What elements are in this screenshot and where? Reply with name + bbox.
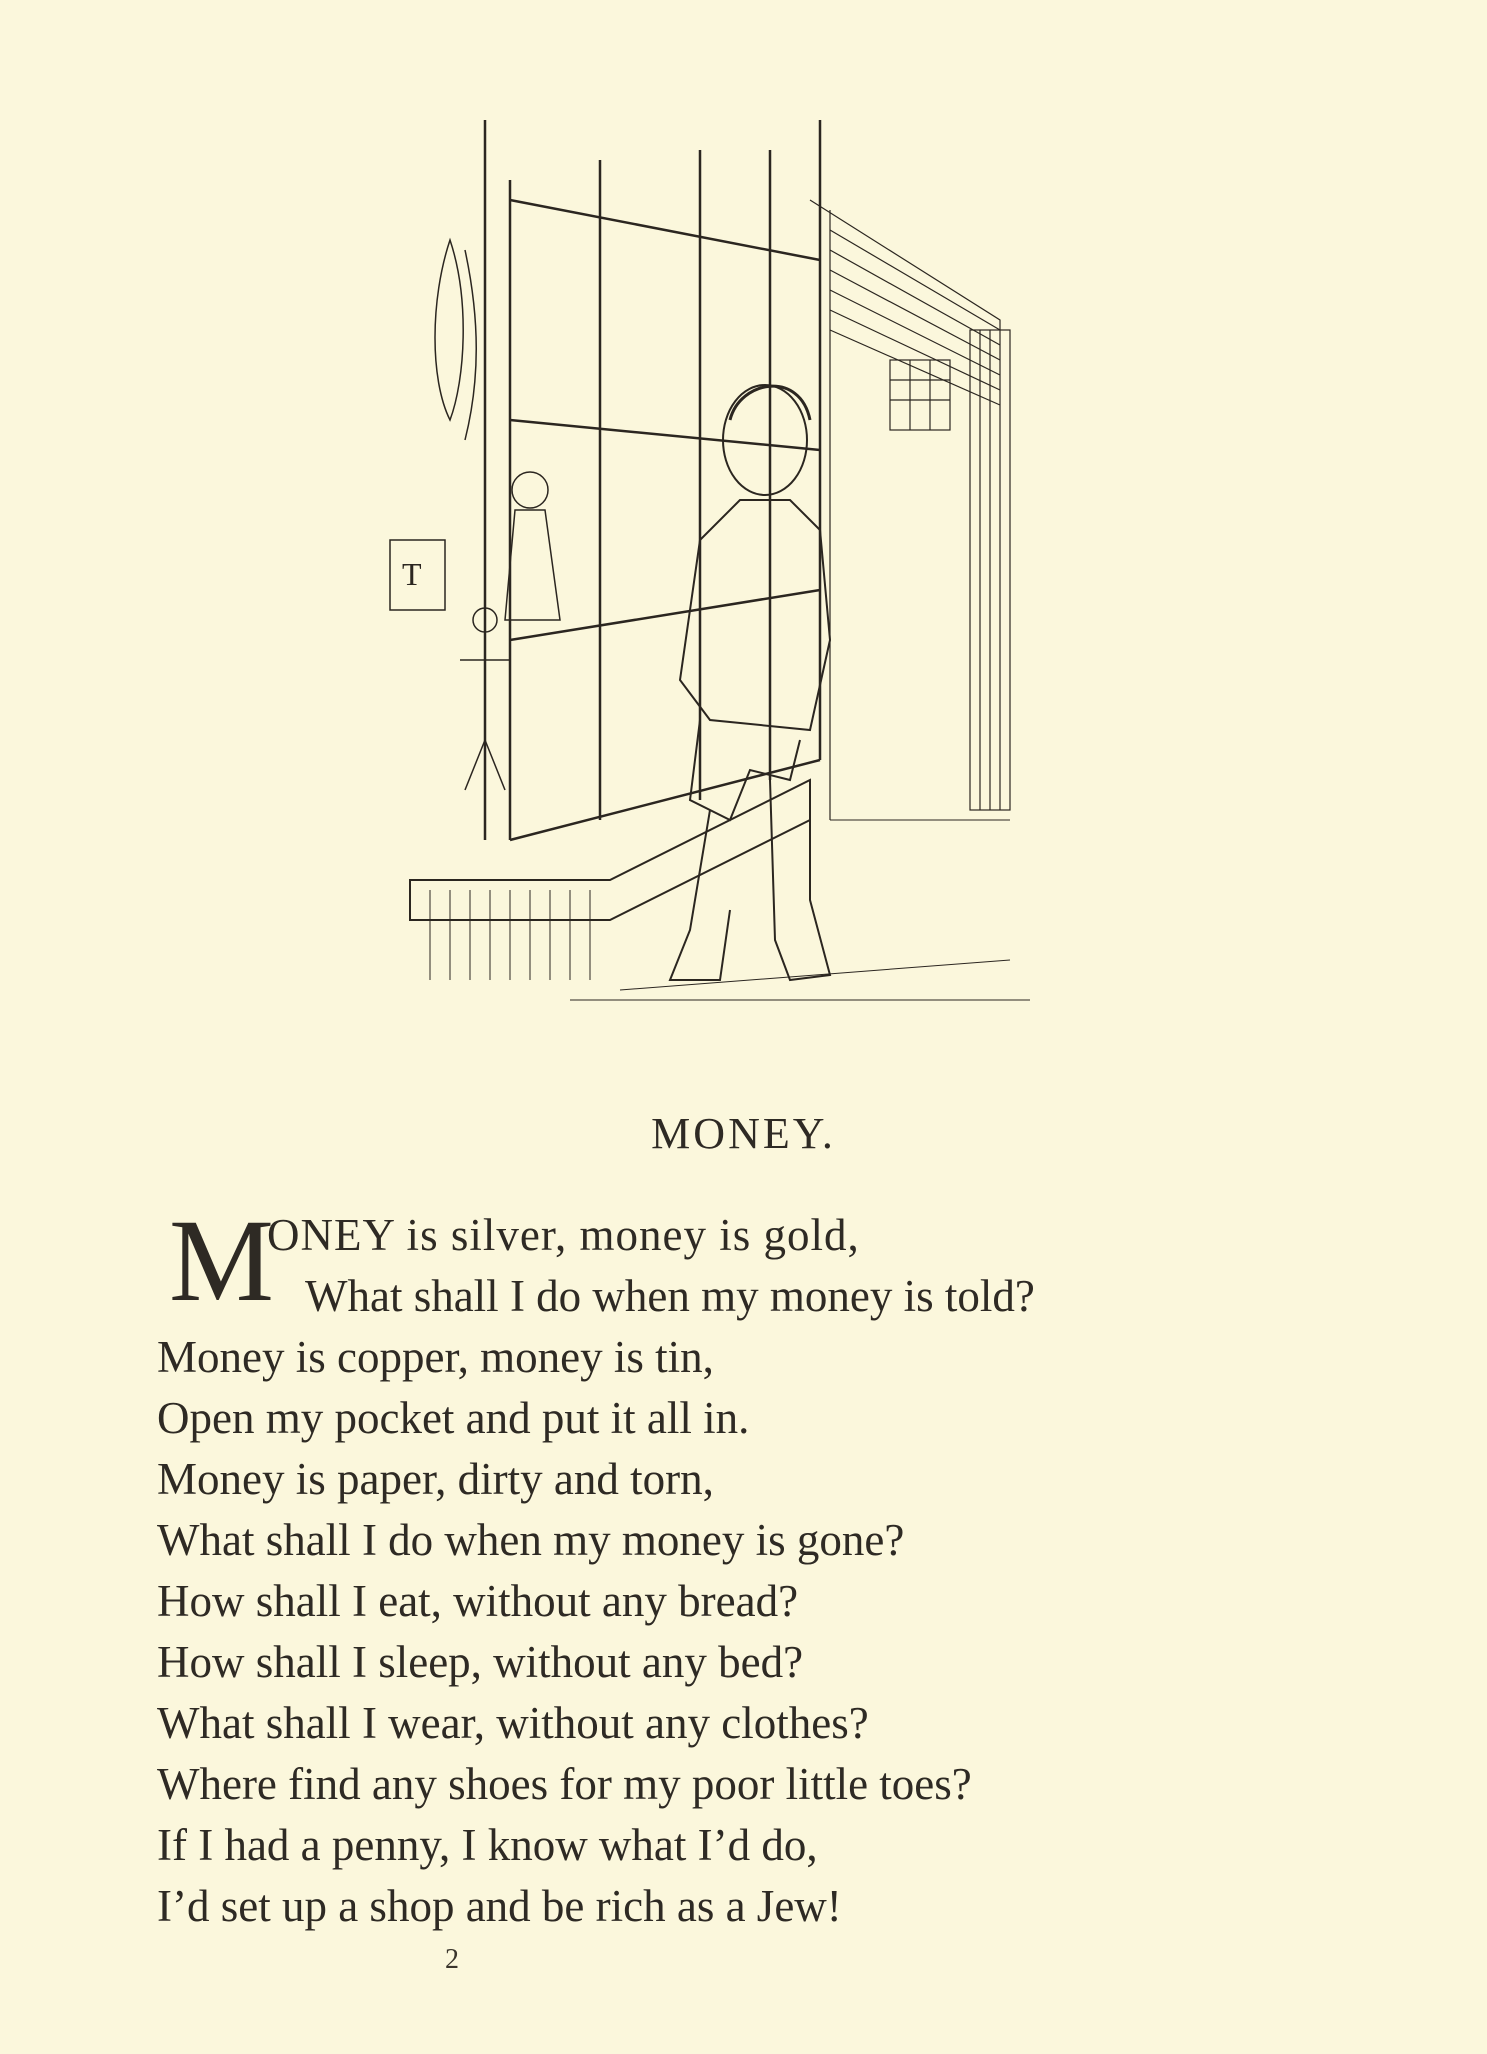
poem-title: MONEY.: [651, 1109, 836, 1158]
poem-opening: [157, 1195, 1357, 1327]
house-wall: [810, 200, 1010, 820]
poem-line: How shall I sleep, without any bed?: [157, 1637, 804, 1687]
poem-line: ONEY is silver, money is gold,: [267, 1210, 860, 1260]
poem-line: Open my pocket and put it all in.: [157, 1393, 750, 1443]
poem-line: Money is copper, money is tin,: [157, 1332, 714, 1382]
ground: [570, 820, 1030, 1000]
poem-line: What shall I do when my money is gone?: [157, 1515, 905, 1565]
poem-body: [157, 1195, 1357, 1998]
poem-line: How shall I eat, without any bread?: [157, 1576, 799, 1626]
poem-line: I’d set up a shop and be rich as a Jew!: [157, 1881, 842, 1931]
poem-line: Money is paper, dirty and torn,: [157, 1454, 714, 1504]
poem-line: What shall I do when my money is told?: [305, 1271, 1035, 1321]
page-number: 2: [445, 1944, 459, 1975]
svg-text:T: T: [402, 556, 422, 592]
boy-figure: [670, 385, 830, 980]
engraving-illustration: [370, 120, 1090, 1040]
poem-line: Where find any shoes for my poor little toes?: [157, 1759, 972, 1809]
hanging-toys: [390, 240, 560, 790]
drop-cap: M: [169, 1195, 274, 1326]
poem-line: [157, 1937, 1357, 1998]
poem-line: What shall I wear, without any clothes?: [157, 1698, 869, 1748]
shop-window: [410, 120, 820, 980]
poem-line: If I had a penny, I know what I’d do,: [157, 1820, 818, 1870]
